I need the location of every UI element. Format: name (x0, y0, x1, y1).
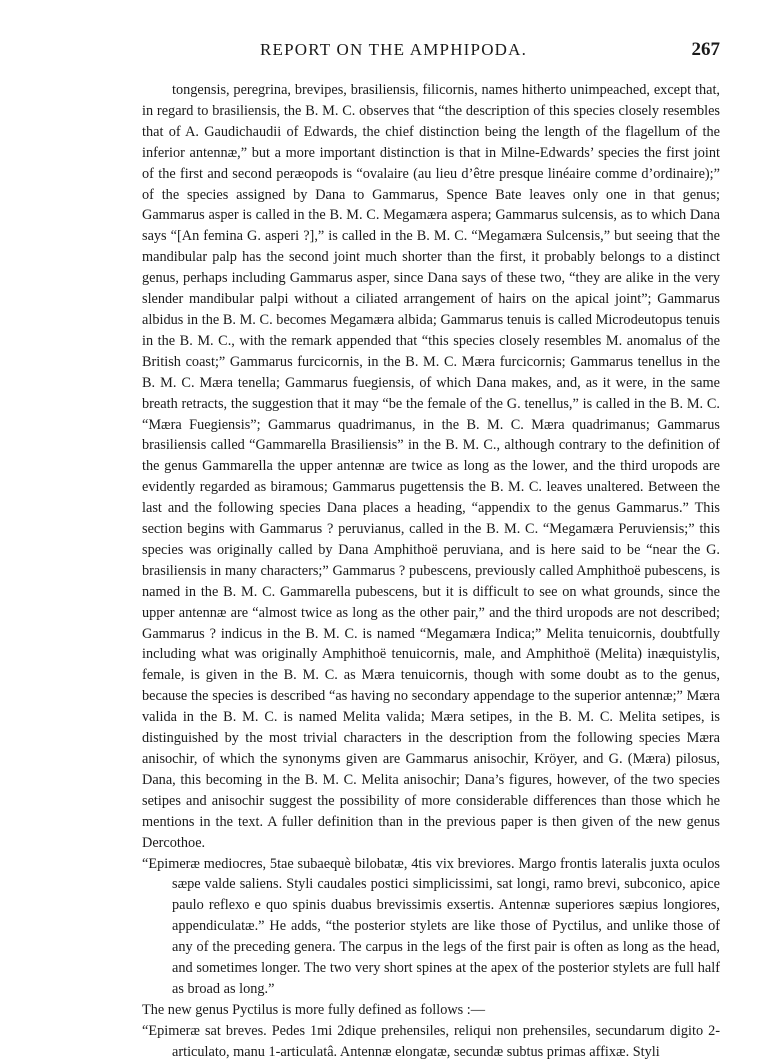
page-number: 267 (691, 39, 720, 60)
running-title: REPORT ON THE AMPHIPODA. (260, 40, 528, 59)
page-header (142, 40, 720, 62)
latin-quote-pyctilus: “Epimeræ sat breves. Pedes 1mi 2dique prehensiles, reliqui non prehensiles, secundarum digito 2-articulato, manu 1-articulatâ. Antennæ elongatæ, secundæ subtus primas affixæ. Styli (142, 1022, 720, 1060)
paragraph-continuation: tongensis, peregrina, brevipes, brasiliensis, filicornis, names hitherto unimpeached, except that, in regard to brasiliensis, the B. M. C. observes that “the description of this species closely resembles that of A. Gaudichaudii of Edwards, the chief distinction being the length of the flagellum of the inferior antennæ,” but a more important distinction is that in Milne-Edwards’ species the first joint of the first and second peræopods is “ovalaire (au lieu d’être presque linéaire comme d’ordinaire);” of the species assigned by Dana to Gammarus, Spence Bate leaves only one in that genus; Gammarus asper is called in the B. M. C. Megamæra aspera; Gammarus sulcensis, as to which Dana says “[An femina G. asperi ?],” is called in the B. M. C. “Megamæra Sulcensis,” but seeing that the mandibular palp has the second joint much shorter than the first, it probably belongs to a distinct genus, perhaps including Gammarus asper, since Dana says of these two, “they are alike in the very slender mandibular palpi without a ciliated arrangement of hairs on the apical joint”; Gammarus albidus in the B. M. C. becomes Megamæra albida; Gammarus tenuis is called Microdeutopus tenuis in the B. M. C., with the remark appended that “this species closely resembles M. anomalus of the British coast;” Gammarus furcicornis, in the B. M. C. Mæra furcicornis; Gammarus tenellus in the B. M. C. Mæra tenella; Gammarus fuegiensis, of which Dana makes, and, as it were, in the same breath retracts, the suggestion that it may “be the female of the G. tenellus,” is called in the B. M. C. “Mæra Fuegiensis”; Gammarus quadrimanus, in the B. M. C. Mæra quadrimanus; Gammarus brasiliensis called “Gammarella Brasiliensis” in the B. M. C., although contrary to the definition of the genus Gammarella the upper antennæ are twice as long as the lower, and the third uropods are evidently regarded as biramous; Gammarus pugettensis the B. M. C. leaves unaltered. Between the last and the following species Dana places a heading, “appendix to the genus Gammarus.” This section begins with Gammarus ? peruvianus, called in the B. M. C. “Megamæra Peruviensis;” this species was originally called by Dana Amphithoë peruviana, and is here said to be “near the G. brasiliensis in many characters;” Gammarus ? pubescens, previously called Amphithoë pubescens, is named in the B. M. C. Gammarella pubescens, but it is difficult to see on what grounds, since the upper antennæ are “almost twice as long as the other pair,” and the third uropods are not described; Gammarus ? indicus in the B. M. C. is named “Megamæra Indica;” Melita tenuicornis, doubtfully including what was originally Amphithoë tenuicornis, male, and Amphithoë (Melita) inæquistylis, female, is given in the B. M. C. as Mæra tenuicornis, though with some doubt as to the genus, because the species is described “as having no secondary appendage to the superior antennæ;” Mæra valida in the B. M. C. is named Melita valida; Mæra setipes, in the B. M. C. Melita setipes, is distinguished by the most trivial characters in the description from the following species Mæra anisochir, of which the synonyms given are Gammarus anisochir, Kröyer, and G. (Mæra) pilosus, Dana, this becoming in the B. M. C. Melita anisochir; Dana’s figures, however, of the two species setipes and anisochir suggest the possibility of more considerable differences than those which he mentions in the text. A fuller definition than in the previous paper is then given of the new genus Dercothoe. (142, 82, 720, 851)
paragraph-pyctilus-intro: The new genus Pyctilus is more fully defined as follows :— (142, 1001, 486, 1018)
latin-quote-dercothoe: “Epimeræ mediocres, 5tae subaequè bilobatæ, 4tis vix breviores. Margo frontis lateralis juxta oculos sæpe valde saliens. Styli caudales postici simplicissimi, sat longi, ramo brevi, subconico, apice paulo reflexo e quo spinis duabus brevissimis exsertis. Antennæ superiores sæpius longiores, appendiculatæ.” He adds, “the posterior stylets are like those of Pyctilus, and unlike those of any of the preceding genera. The carpus in the legs of the first pair is often as long as the head, and sometimes longer. The two very short spines at the apex of the posterior stylets are full half as broad as long.” (142, 855, 720, 997)
body-text (142, 80, 720, 1063)
